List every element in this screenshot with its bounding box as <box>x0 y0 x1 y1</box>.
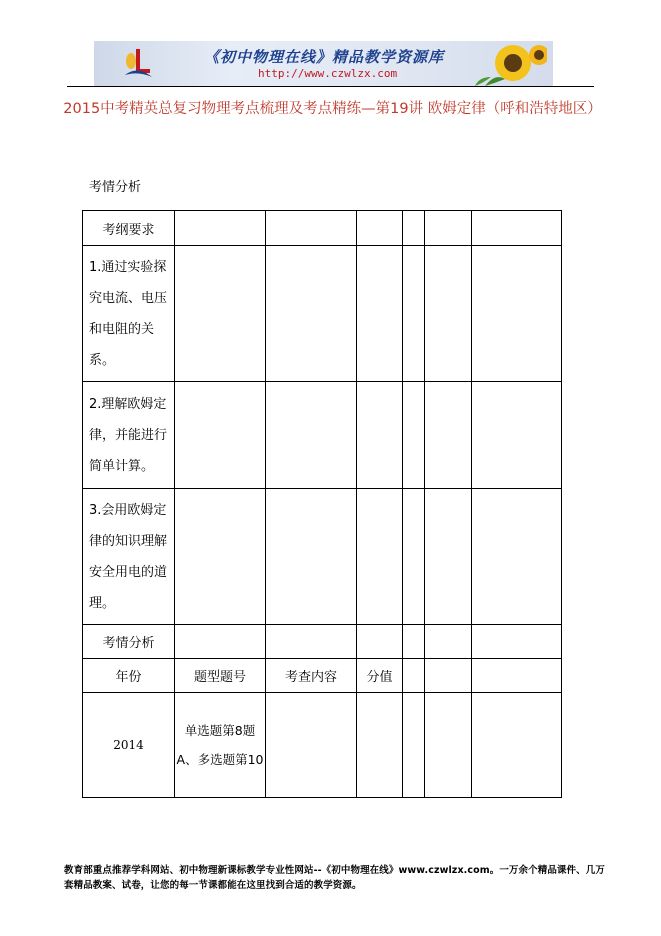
table-row <box>83 693 562 798</box>
syllabus-header-cell: 考纲要求 <box>83 211 175 246</box>
cz-logo-icon <box>122 47 154 81</box>
analysis-header-cell: 考情分析 <box>83 625 175 659</box>
header-rule <box>67 86 594 87</box>
table-row <box>83 625 562 659</box>
exam-analysis-table <box>82 210 562 798</box>
footer-note: 教育部重点推荐学科网站、初中物理新课标教学专业性网站--《初中物理在线》www.czwlzx.com。一万余个精品课件、几万套精品教案、试卷，让您的每一节课都能在这里找到合适的教学资源。 <box>64 865 605 891</box>
requirement-cell: 1.通过实验探究电流、电压和电阻的关系。 <box>83 246 175 382</box>
column-header-year: 年份 <box>83 659 175 693</box>
table-header-row <box>83 659 562 693</box>
requirement-cell: 3.会用欧姆定律的知识理解安全用电的道理。 <box>83 489 175 625</box>
header-banner <box>94 41 553 86</box>
content-cell <box>266 693 357 798</box>
page-title: 2015中考精英总复习物理考点梳理及考点精练—第19讲 欧姆定律（呼和浩特地区） <box>63 101 602 117</box>
banner-url[interactable]: http://www.czwlzx.com <box>258 67 398 80</box>
table-row <box>83 382 562 489</box>
column-header-content: 考查内容 <box>266 659 357 693</box>
sunflower-icon <box>465 43 547 86</box>
banner-title: 《初中物理在线》精品教学资源库 <box>204 48 445 66</box>
score-cell <box>357 693 403 798</box>
column-header-question-type: 题型题号 <box>175 659 266 693</box>
requirement-cell: 2.理解欧姆定律，并能进行简单计算。 <box>83 382 175 489</box>
table-row <box>83 211 562 246</box>
section-label: 考情分析 <box>89 180 142 195</box>
question-type-cell: 单选题第8题A、多选题第10 <box>175 693 266 798</box>
table-row <box>83 246 562 382</box>
year-cell: 2014 <box>83 693 175 798</box>
column-header-score: 分值 <box>357 659 403 693</box>
table-row <box>83 489 562 625</box>
